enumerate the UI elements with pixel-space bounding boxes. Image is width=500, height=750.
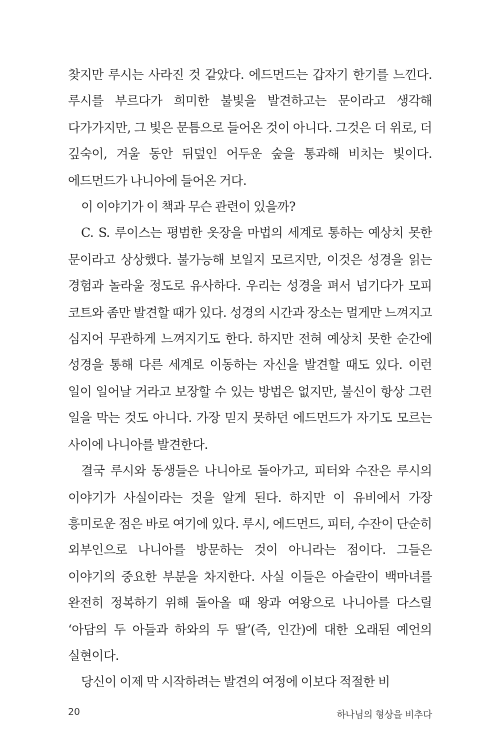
page-number: 20 <box>68 707 81 718</box>
paragraph-siblings: 결국 루시와 동생들은 나니아로 돌아가고, 피터와 수잔은 루시의 이야기가 사실이라는 것을 알게 된다. 하지만 이 유비에서 가장 흥미로운 점은 바로 여기에 있다. 루시, 에드먼드, 피터, 수잔이 단순히 외부인으로 나니아를 방문하는 것이 아니라는 점이다. 그들은 이야기의 중요한 부분을 차지한다. 사실 이들은 아슬란이 백마녀를 완전히 정복하기 위해 돌아올 때 왕과 여왕으로 나니아를 다스릴 ‘아담의 두 아들과 하와의 두 딸’(즉, 인간)에 대한 오래된 예언의 실현이다. <box>68 463 432 663</box>
paragraph-closing: 당신이 이제 막 시작하려는 발견의 여정에 이보다 적절한 비 <box>81 674 390 690</box>
paragraph-continuation: 찾지만 루시는 사라진 것 같았다. 에드먼드는 갑자기 한기를 느낀다. 루시를 부르다가 희미한 불빛을 발견하고는 문이라고 생각해 다가가지만, 그 빛은 문틈으로 들어온 것이 아니다. 그것은 더 위로, 더 깊숙이, 겨울 동안 뒤덮인 어두운 숲을 통과해 비치는 빛이다. 에드먼드가 나니아에 들어온 거다. <box>68 67 432 188</box>
running-title: 하나님의 형상을 비추다 <box>336 710 432 721</box>
body-text <box>68 62 432 696</box>
paragraph-lewis: C. S. 루이스는 평범한 옷장을 마법의 세계로 통하는 예상치 못한 문이라고 상상했다. 불가능해 보일지 모르지만, 이것은 성경을 읽는 경험과 놀라울 정도로 유사하다. 우리는 성경을 펴서 넘기다가 모피 코트와 좀만 발견할 때가 있다. 성경의 시간과 장소는 멀게만 느껴지고 심지어 무관하게 느껴지기도 한다. 하지만 전혀 예상치 못한 순간에 성경을 통해 다른 세계로 이동하는 자신을 발견할 때도 있다. 이런 일이 일어날 거라고 보장할 수 있는 방법은 없지만, 불신이 항상 그런 일을 막는 것도 아니다. 가장 믿지 못하던 에드먼드가 자기도 모르는 사이에 나니아를 발견한다. <box>68 225 432 452</box>
paragraph-question: 이 이야기가 이 책과 무슨 관련이 있을까? <box>81 199 296 215</box>
